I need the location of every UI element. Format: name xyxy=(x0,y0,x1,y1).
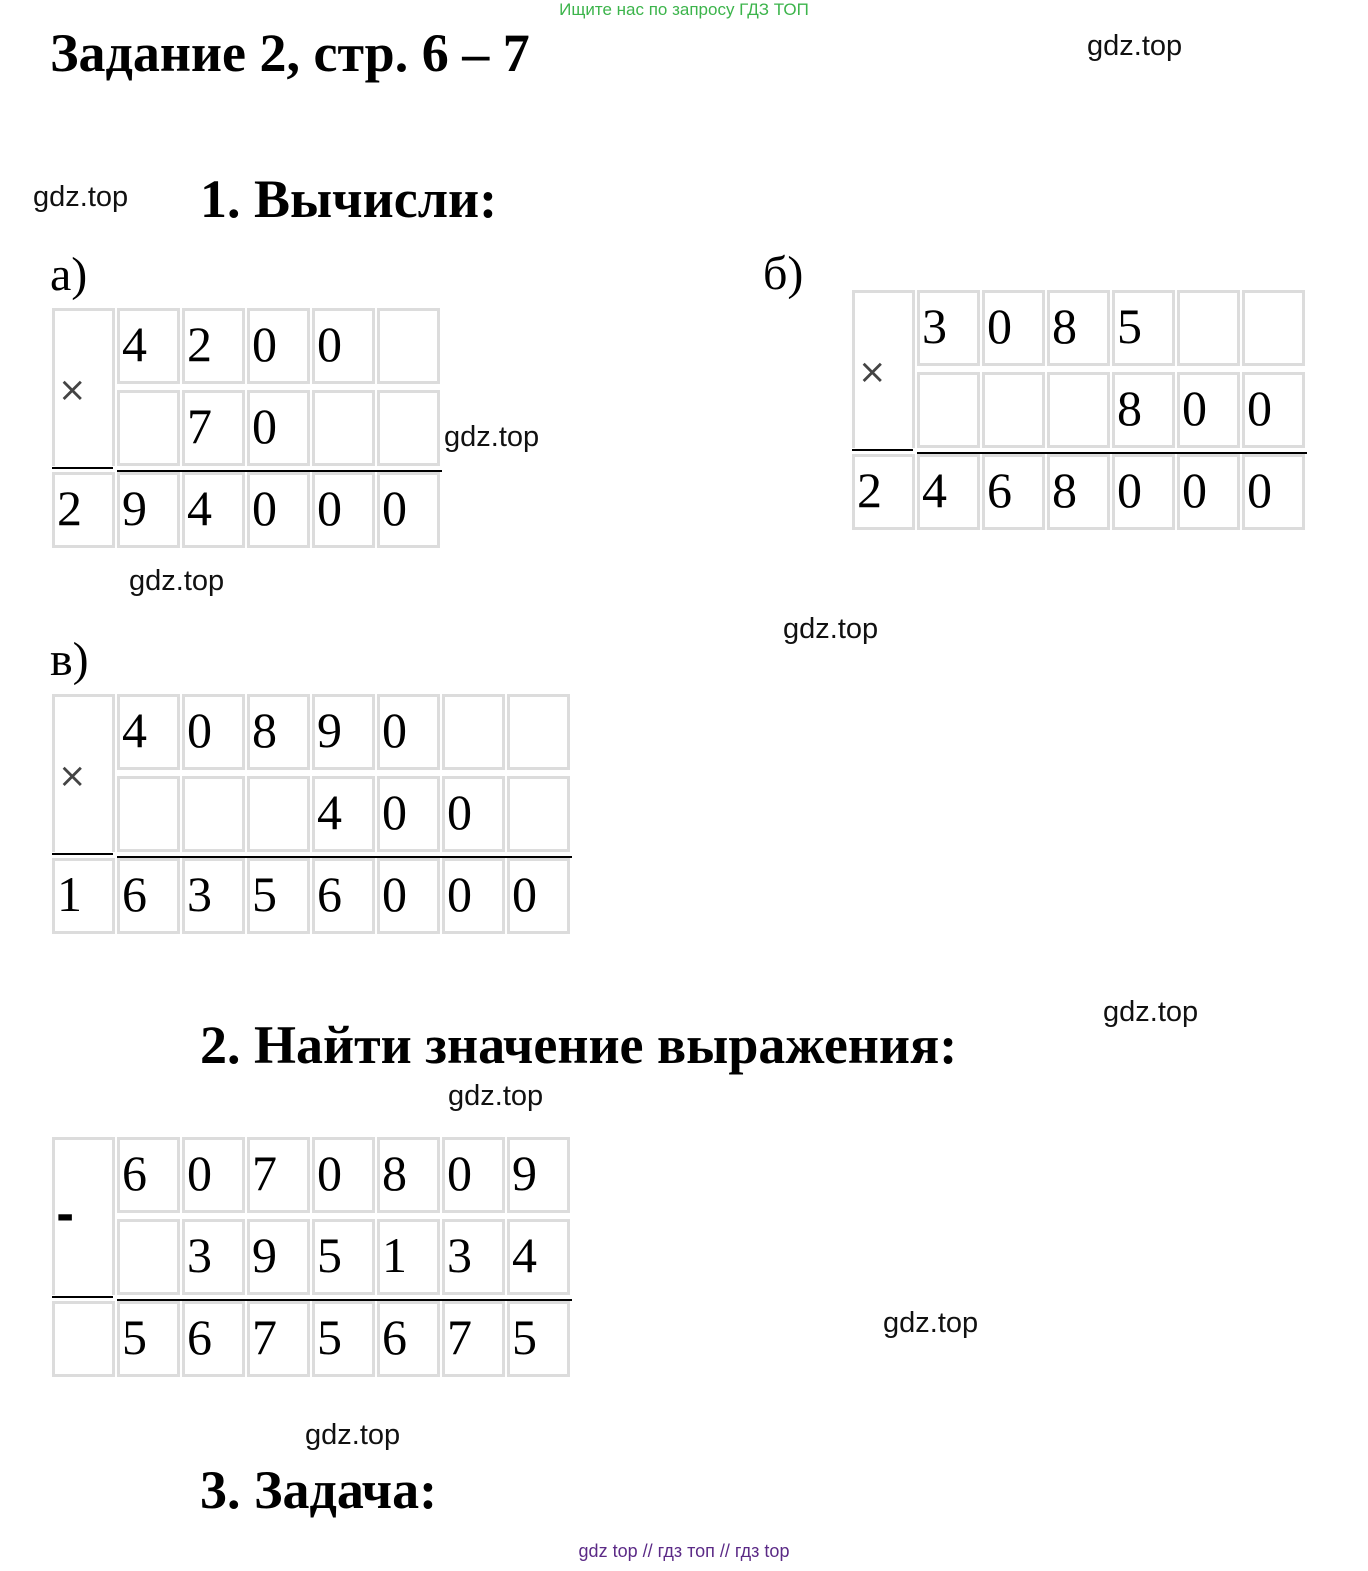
rule-line-left xyxy=(52,853,113,855)
result-digit-cell: 6 xyxy=(182,1301,245,1377)
result-digit-cell: 6 xyxy=(377,1301,440,1377)
rule-line-left xyxy=(852,449,913,451)
result-digit-cell: 4 xyxy=(182,472,245,548)
digit-cell: 7 xyxy=(182,390,245,466)
result-digit-cell: 0 xyxy=(1112,454,1175,530)
digit-cell xyxy=(1177,290,1240,366)
digit-cell: 0 xyxy=(1177,372,1240,448)
watermark: gdz.top xyxy=(129,565,225,597)
watermark: gdz.top xyxy=(305,1419,401,1451)
digit-cell: 9 xyxy=(247,1219,310,1295)
result-digit-cell: 0 xyxy=(377,858,440,934)
digit-cell xyxy=(442,694,505,770)
result-digit-cell: 9 xyxy=(117,472,180,548)
result-digit-cell: 0 xyxy=(1177,454,1240,530)
result-digit-cell: 6 xyxy=(312,858,375,934)
digit-cell xyxy=(982,372,1045,448)
digit-cell: 8 xyxy=(247,694,310,770)
digit-cell: 4 xyxy=(507,1219,570,1295)
digit-cell: 3 xyxy=(917,290,980,366)
result-digit-cell: 5 xyxy=(312,1301,375,1377)
watermark: gdz.top xyxy=(1087,30,1183,62)
multiply-sign: × xyxy=(58,370,87,410)
digit-cell: 8 xyxy=(1047,290,1110,366)
page-title: Задание 2, стр. 6 – 7 xyxy=(50,23,530,83)
result-digit-cell: 8 xyxy=(1047,454,1110,530)
result-digit-cell: 0 xyxy=(442,858,505,934)
watermark: gdz.top xyxy=(1103,996,1199,1028)
digit-cell: 0 xyxy=(982,290,1045,366)
result-digit-cell: 0 xyxy=(247,472,310,548)
digit-cell xyxy=(1242,290,1305,366)
rule-line xyxy=(117,470,442,472)
minus-sign: - xyxy=(56,1190,75,1241)
digit-cell: 0 xyxy=(247,390,310,466)
rule-line-left xyxy=(52,1296,113,1298)
result-digit-cell: 5 xyxy=(247,858,310,934)
result-digit-cell: 6 xyxy=(982,454,1045,530)
result-digit-cell: 7 xyxy=(247,1301,310,1377)
result-digit-cell: 3 xyxy=(182,858,245,934)
digit-cell: 0 xyxy=(247,308,310,384)
digit-cell: 0 xyxy=(1242,372,1305,448)
top-banner[interactable]: Ищите нас по запросу ГДЗ ТОП xyxy=(559,0,809,19)
digit-cell xyxy=(117,1219,180,1295)
digit-cell: 7 xyxy=(247,1137,310,1213)
digit-cell xyxy=(117,776,180,852)
result-digit-cell: 0 xyxy=(1242,454,1305,530)
digit-cell: 4 xyxy=(117,308,180,384)
digit-cell: 0 xyxy=(442,1137,505,1213)
result-digit-cell: 1 xyxy=(52,858,115,934)
digit-cell: 0 xyxy=(312,1137,375,1213)
digit-cell: 4 xyxy=(312,776,375,852)
result-digit-cell: 5 xyxy=(117,1301,180,1377)
result-digit-cell: 0 xyxy=(312,472,375,548)
digit-cell: 9 xyxy=(507,1137,570,1213)
result-digit-cell xyxy=(52,1301,115,1377)
result-digit-cell: 0 xyxy=(377,472,440,548)
digit-cell xyxy=(312,390,375,466)
digit-cell: 0 xyxy=(442,776,505,852)
rule-line xyxy=(917,452,1307,454)
digit-cell xyxy=(117,390,180,466)
result-digit-cell: 7 xyxy=(442,1301,505,1377)
digit-cell xyxy=(377,390,440,466)
problem-b-label: б) xyxy=(763,247,804,300)
digit-cell: 0 xyxy=(377,776,440,852)
section-3-heading: 3. Задача: xyxy=(200,1460,438,1520)
digit-cell: 1 xyxy=(377,1219,440,1295)
digit-cell: 4 xyxy=(117,694,180,770)
section-2-heading: 2. Найти значение выражения: xyxy=(200,1015,958,1075)
problem-a-label: а) xyxy=(50,248,88,301)
digit-cell: 9 xyxy=(312,694,375,770)
section-1-heading: 1. Вычисли: xyxy=(200,169,498,229)
digit-cell: 0 xyxy=(182,1137,245,1213)
result-digit-cell: 6 xyxy=(117,858,180,934)
digit-cell xyxy=(507,776,570,852)
result-digit-cell: 2 xyxy=(852,454,915,530)
digit-cell xyxy=(247,776,310,852)
digit-cell xyxy=(182,776,245,852)
digit-cell xyxy=(917,372,980,448)
result-digit-cell: 4 xyxy=(917,454,980,530)
rule-line-left xyxy=(52,467,113,469)
digit-cell: 2 xyxy=(182,308,245,384)
watermark: gdz.top xyxy=(33,181,129,213)
watermark: gdz.top xyxy=(883,1307,979,1339)
multiply-sign: × xyxy=(58,756,87,796)
digit-cell: 0 xyxy=(312,308,375,384)
watermark: gdz.top xyxy=(444,421,540,453)
digit-cell: 8 xyxy=(377,1137,440,1213)
digit-cell: 5 xyxy=(1112,290,1175,366)
digit-cell: 5 xyxy=(312,1219,375,1295)
digit-cell: 3 xyxy=(442,1219,505,1295)
digit-cell: 0 xyxy=(377,694,440,770)
digit-cell xyxy=(507,694,570,770)
watermark: gdz.top xyxy=(783,613,879,645)
rule-line xyxy=(117,1299,572,1301)
problem-v-label: в) xyxy=(50,633,89,686)
watermark: gdz.top xyxy=(448,1080,544,1112)
result-digit-cell: 2 xyxy=(52,472,115,548)
digit-cell: 3 xyxy=(182,1219,245,1295)
digit-cell: 0 xyxy=(182,694,245,770)
footer-links[interactable]: gdz top // гдз топ // гдз top xyxy=(578,1541,790,1561)
rule-line xyxy=(117,856,572,858)
result-digit-cell: 5 xyxy=(507,1301,570,1377)
digit-cell xyxy=(377,308,440,384)
result-digit-cell: 0 xyxy=(507,858,570,934)
multiply-sign: × xyxy=(858,352,887,392)
digit-cell: 6 xyxy=(117,1137,180,1213)
digit-cell: 8 xyxy=(1112,372,1175,448)
digit-cell xyxy=(1047,372,1110,448)
